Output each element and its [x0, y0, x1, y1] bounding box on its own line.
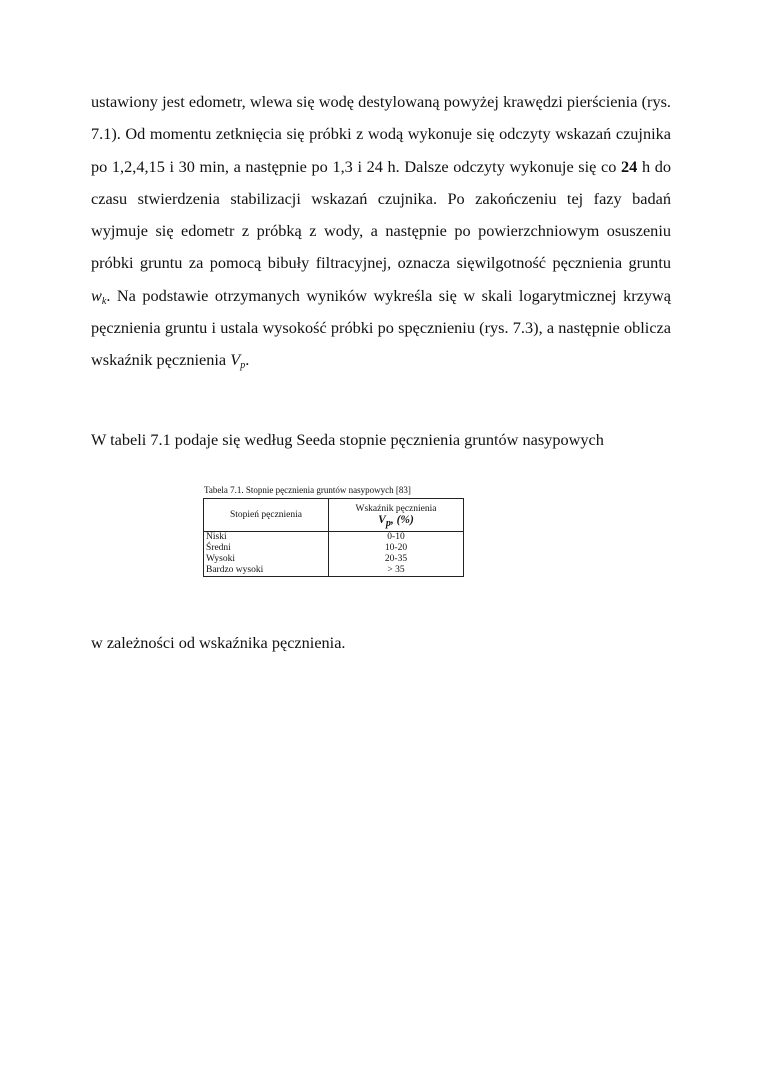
table-row: [204, 543, 464, 554]
row-value: 0-10: [329, 532, 464, 544]
header-swelling-index-label: Wskaźnik pęcznienia: [355, 504, 437, 514]
bold-number: 24: [621, 156, 638, 176]
header-swelling-index: [329, 499, 464, 532]
swelling-degrees-table: [203, 498, 464, 577]
body-paragraph-3: w zależności od wskaźnika pęcznienia.: [91, 633, 346, 652]
table-header-row: [204, 499, 464, 532]
row-label: Wysoki: [204, 554, 329, 565]
row-value: 10-20: [329, 543, 464, 554]
symbol-v: V: [378, 514, 386, 526]
subscript-p: p: [240, 360, 246, 372]
paragraph-text: .: [245, 350, 250, 370]
table-caption: Tabela 7.1. Stopnie pęcznienia gruntów nasypowych [83]: [204, 485, 411, 495]
paragraph-text: . Na podstawie otrzymanych wyników wykreśla się w skali logarytmicznej krzywą pęcznienia gruntu i ustala wysokość próbki po spęcznieniu (rys. 7.3), a następnie oblicza wskaźnik pęcznienia: [91, 285, 671, 370]
row-value: 20-35: [329, 554, 464, 565]
row-label: Średni: [204, 543, 329, 554]
row-label: Niski: [204, 532, 329, 544]
paragraph-text: h do czasu stwierdzenia stabilizacji wskazań czujnika. Po zakończeniu tej fazy badań wyjmuje się edometr z próbką z wody, a następnie po powierzchniowym osuszeniu próbki gruntu za pomocą bibuły filtracyjnej, oznacza sięwilgotność pęcznienia gruntu: [91, 156, 672, 273]
symbol-w: w: [91, 285, 102, 305]
body-paragraph-2: W tabeli 7.1 podaje się według Seeda stopnie pęcznienia gruntów nasypowych: [91, 430, 604, 449]
table-row: [204, 565, 464, 577]
unit-percent: , (%): [390, 514, 414, 526]
table-row: [204, 554, 464, 565]
body-paragraph-1: [91, 86, 671, 377]
symbol-v: V: [230, 350, 241, 370]
row-label: Bardzo wysoki: [204, 565, 329, 577]
row-value: > 35: [329, 565, 464, 577]
header-swelling-index-symbol: [331, 514, 461, 529]
paragraph-text: ustawiony jest edometr, wlewa się wodę destylowaną powyżej krawędzi pierścienia (rys. 7.1). Od momentu zetknięcia się próbki z wodą wykonuje się odczyty wskazań czujnika po 1,2,4,15 i 30 min, a następnie po 1,3 i 24 h. Dalsze odczyty wykonuje się co: [91, 92, 671, 176]
header-swelling-degree: Stopień pęcznienia: [204, 499, 329, 532]
table-row: [204, 532, 464, 544]
subscript-k: k: [101, 295, 107, 307]
subscript-p: p: [385, 518, 391, 529]
